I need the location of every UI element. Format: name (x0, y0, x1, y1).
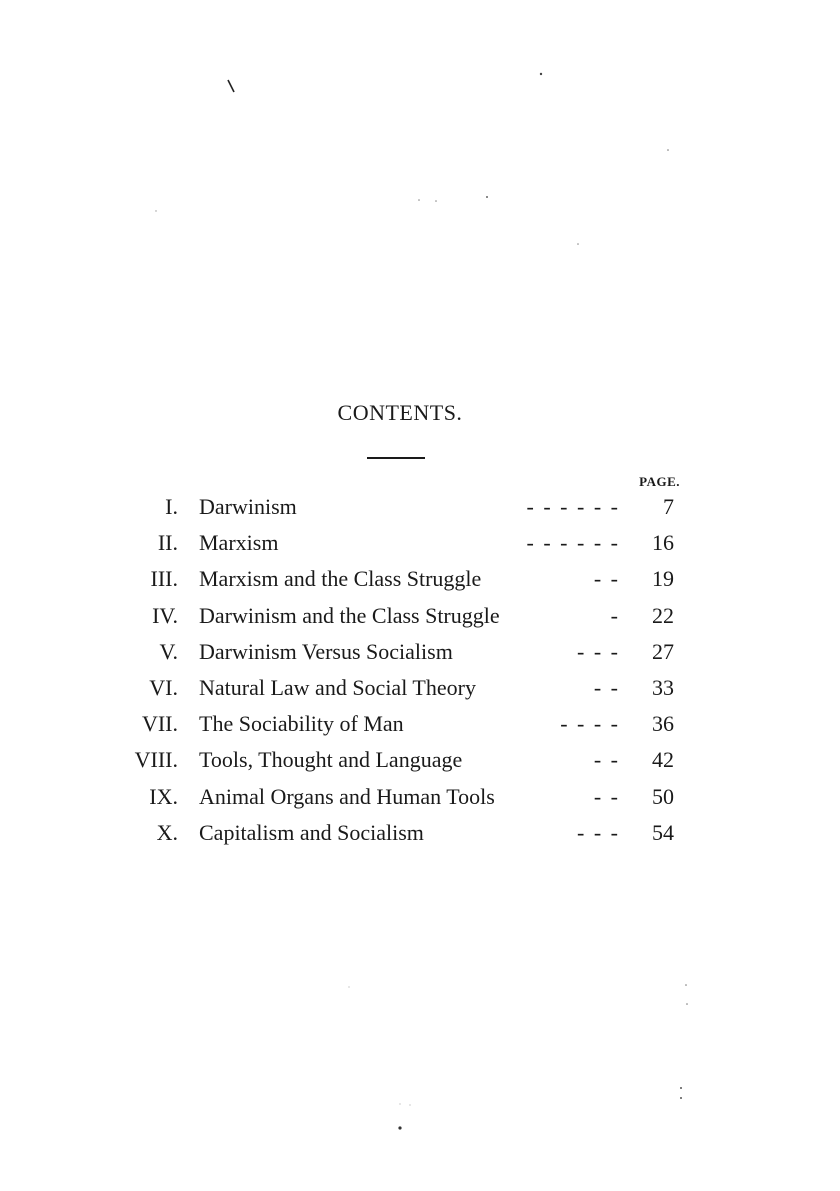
dot-leader: - - - (577, 819, 620, 845)
dot-leader: - - (593, 783, 620, 809)
chapter-title[interactable]: Darwinism Versus Socialism (199, 638, 453, 664)
toc-entry[interactable] (0, 706, 840, 742)
chapter-page-number[interactable]: 27 (652, 638, 674, 664)
dot-leader: - - - (577, 638, 620, 664)
dot-leader: - - - - (560, 711, 620, 737)
toc-entry[interactable] (0, 815, 840, 851)
chapter-numeral: I. (165, 494, 178, 519)
toc-entry[interactable] (0, 525, 840, 561)
toc-entry[interactable] (0, 598, 840, 634)
contents-heading: CONTENTS. (337, 400, 463, 425)
chapter-title[interactable]: Darwinism (199, 494, 297, 519)
dot-leader: - (610, 602, 620, 628)
chapter-numeral: X. (156, 819, 178, 845)
chapter-numeral: IX. (149, 783, 178, 809)
chapter-page-number[interactable]: 42 (652, 747, 674, 773)
dot-leader: - - (593, 674, 620, 700)
dot-leader: - - (593, 566, 620, 592)
dot-leader: - - - - - - (526, 494, 620, 519)
toc-entry[interactable] (0, 742, 840, 778)
chapter-title[interactable]: Animal Organs and Human Tools (199, 783, 495, 809)
chapter-title[interactable]: The Sociability of Man (199, 711, 404, 737)
toc-entry[interactable] (0, 634, 840, 670)
chapter-numeral: VII. (141, 711, 178, 737)
heading-rule (367, 457, 425, 459)
toc-entry[interactable] (0, 561, 840, 597)
chapter-page-number[interactable]: 7 (663, 494, 674, 519)
chapter-numeral: V. (159, 638, 178, 664)
chapter-title[interactable]: Marxism (199, 530, 279, 556)
page-column-label: PAGE. (639, 474, 680, 489)
toc-entry[interactable] (0, 670, 840, 706)
toc-entry[interactable] (0, 779, 840, 815)
dot-leader: - - - - - - (526, 530, 620, 556)
chapter-title[interactable]: Natural Law and Social Theory (199, 674, 476, 700)
table-of-contents (0, 489, 840, 851)
chapter-numeral: IV. (152, 602, 178, 628)
chapter-title[interactable]: Darwinism and the Class Struggle (199, 602, 500, 628)
chapter-title[interactable]: Capitalism and Socialism (199, 819, 424, 845)
chapter-page-number[interactable]: 50 (652, 783, 674, 809)
chapter-page-number[interactable]: 19 (652, 566, 674, 592)
chapter-page-number[interactable]: 36 (652, 711, 674, 737)
chapter-page-number[interactable]: 33 (652, 674, 674, 700)
chapter-page-number[interactable]: 54 (652, 819, 674, 845)
toc-entry[interactable] (0, 489, 840, 525)
chapter-page-number[interactable]: 22 (652, 602, 674, 628)
chapter-numeral: VI. (149, 674, 178, 700)
chapter-numeral: VIII. (134, 747, 178, 773)
chapter-page-number[interactable]: 16 (652, 530, 674, 556)
chapter-title[interactable]: Tools, Thought and Language (199, 747, 463, 773)
chapter-numeral: II. (157, 530, 178, 556)
chapter-numeral: III. (150, 566, 178, 592)
chapter-title[interactable]: Marxism and the Class Struggle (199, 566, 482, 592)
dot-leader: - - (593, 747, 620, 773)
